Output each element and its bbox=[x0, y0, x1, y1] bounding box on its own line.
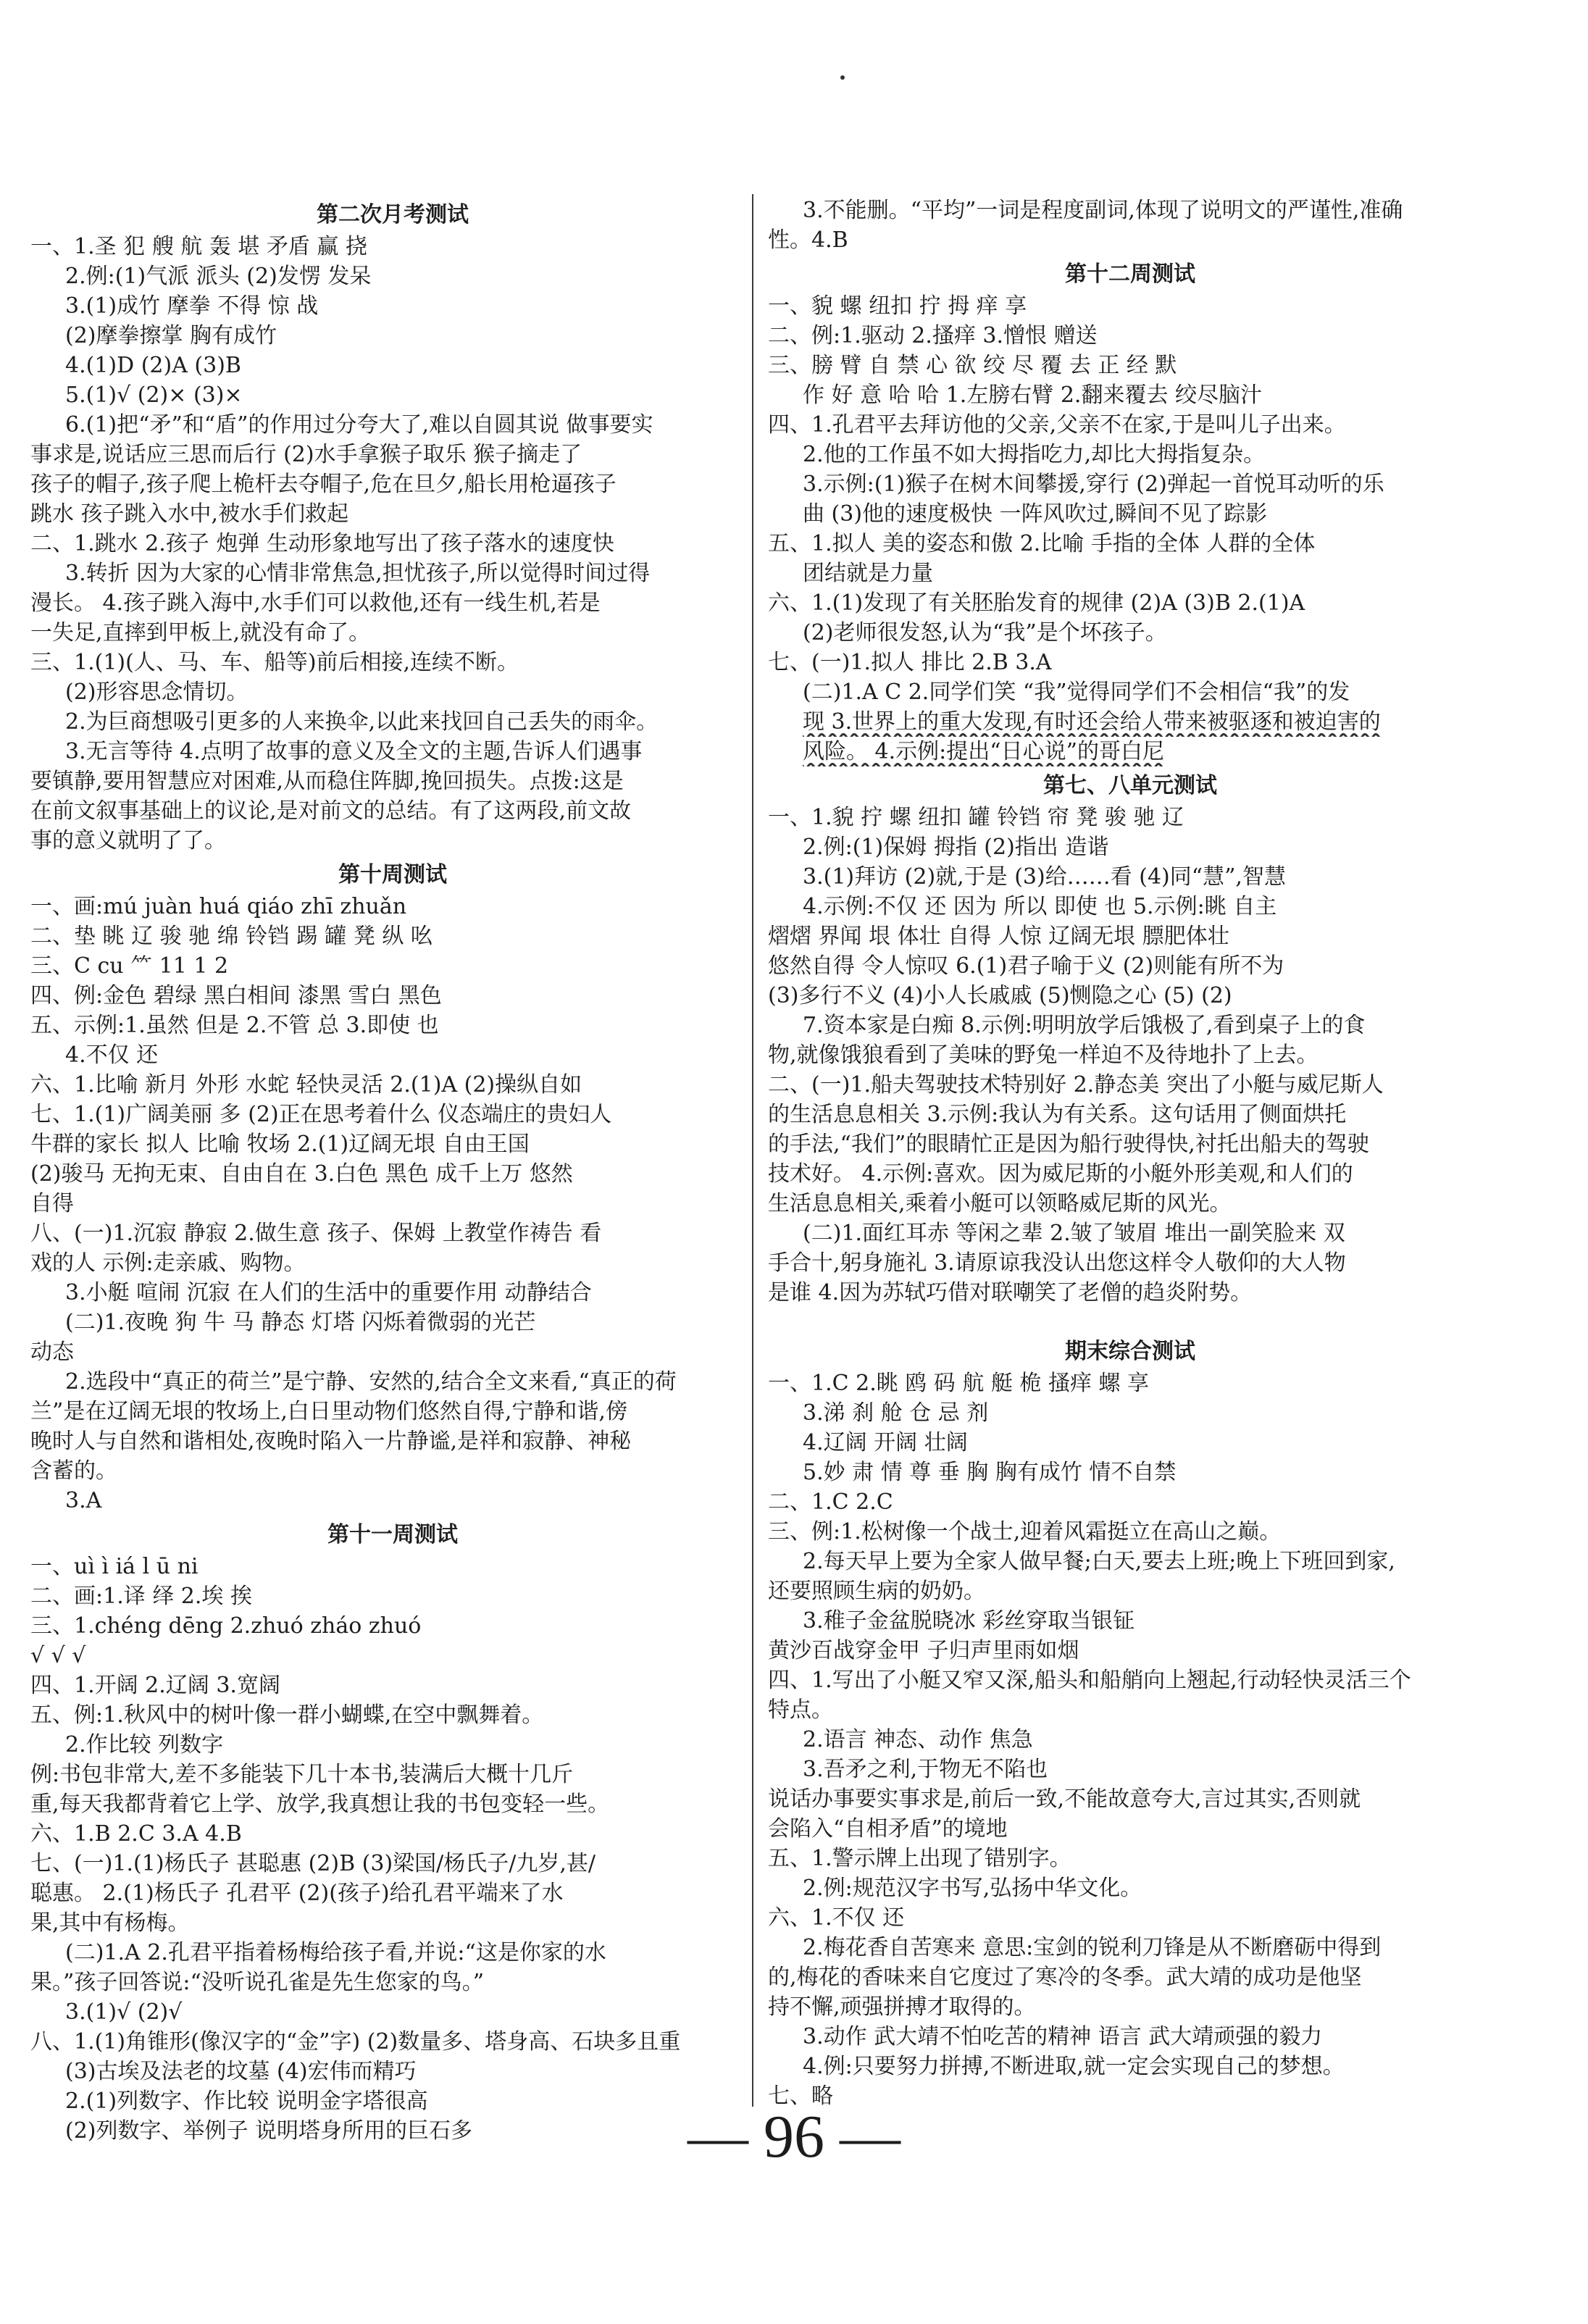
answer-line: 四、例:金色 碧绿 黑白相间 漆黑 雪白 黑色 bbox=[30, 983, 442, 1008]
answer-line: 3.示例:(1)猴子在树木间攀援,穿行 (2)弹起一首悦耳动听的乐 bbox=[803, 472, 1384, 497]
answer-line: 牛群的家长 拟人 比喻 牧场 2.(1)辽阔无垠 自由王国 bbox=[30, 1132, 530, 1157]
answer-line: (3)古埃及法老的坟墓 (4)宏伟而精巧 bbox=[65, 2059, 417, 2084]
answer-line: 六、1.比喻 新月 外形 水蛇 轻快灵活 2.(1)A (2)操纵自如 bbox=[30, 1072, 582, 1098]
answer-line: 二、1.C 2.C bbox=[768, 1489, 893, 1515]
answer-line: 的,梅花的香味来自它度过了寒冷的冬季。武大靖的成功是他坚 bbox=[768, 1965, 1362, 1990]
answer-line: 4.示例:不仅 还 因为 所以 即使 也 5.示例:眺 自主 bbox=[803, 894, 1277, 919]
answer-line: 四、1.开阔 2.辽阔 3.宽阔 bbox=[30, 1673, 280, 1698]
answer-line: 例:书包非常大,差不多能装下几十本书,装满后大概十几斤 bbox=[30, 1762, 574, 1787]
answer-line: 2.选段中“真正的荷兰”是宁静、安然的,结合全文来看,“真正的荷 bbox=[65, 1369, 677, 1395]
answer-line: 持不懈,顽强拼搏才取得的。 bbox=[768, 1994, 1036, 2020]
answer-line: (3)多行不义 (4)小人长戚戚 (5)恻隐之心 (5) (2) bbox=[768, 983, 1232, 1008]
answer-line: 3.(1)成竹 摩拳 不得 惊 战 bbox=[65, 293, 319, 319]
print-mark bbox=[840, 75, 845, 80]
answer-line: 手合十,躬身施礼 3.请原谅我没认出您这样令人敬仰的大人物 bbox=[768, 1250, 1346, 1276]
column-divider bbox=[752, 194, 753, 2107]
answer-line: (二)1.A C 2.同学们笑 “我”觉得同学们不会相信“我”的发 bbox=[803, 680, 1350, 705]
answer-line: 果,其中有杨梅。 bbox=[30, 1910, 190, 1936]
answer-line: 2.例:(1)保姆 拇指 (2)指出 造谐 bbox=[803, 835, 1109, 860]
answer-line: 物,就像饿狼看到了美味的野兔一样迫不及待地扑了上去。 bbox=[768, 1042, 1319, 1068]
answer-line: 4.辽阔 开阔 壮阔 bbox=[803, 1430, 968, 1455]
answer-line: 性。4.B bbox=[768, 227, 848, 253]
answer-line: 特点。 bbox=[768, 1697, 833, 1723]
answer-line: 三、C cu ⺮ 11 1 2 bbox=[30, 953, 229, 979]
answer-line: 一、uì ì iá l ū ni bbox=[30, 1554, 198, 1579]
answer-line: 一、画:mú juàn huá qiáo zhī zhuǎn bbox=[30, 894, 407, 919]
answer-line: 六、1.不仅 还 bbox=[768, 1905, 905, 1931]
answer-line: 重,每天我都背着它上学、放学,我真想让我的书包变轻一些。 bbox=[30, 1792, 610, 1817]
answer-line: 3.无言等待 4.点明了故事的意义及全文的主题,告诉人们遇事 bbox=[65, 739, 643, 764]
section-heading: 第二次月考测试 bbox=[317, 202, 469, 227]
answer-line: 4.(1)D (2)A (3)B bbox=[65, 353, 241, 378]
section-heading: 期末综合测试 bbox=[1065, 1339, 1195, 1364]
answer-line: 三、膀 臂 自 禁 心 欲 绞 尽 覆 去 正 经 默 bbox=[768, 353, 1177, 378]
answer-line: 事的意义就明了了。 bbox=[30, 828, 226, 853]
answer-line: 4.例:只要努力拼搏,不断进取,就一定会实现自己的梦想。 bbox=[803, 2054, 1345, 2079]
answer-line: (2)形容思念情切。 bbox=[65, 680, 248, 705]
answer-line: 七、1.(1)广阔美丽 多 (2)正在思考着什么 仪态端庄的贵妇人 bbox=[30, 1102, 612, 1127]
answer-line: 3.小艇 喧闹 沉寂 在人们的生活中的重要作用 动静结合 bbox=[65, 1280, 592, 1305]
answer-line: 说话办事要实事求是,前后一致,不能故意夸大,言过其实,否则就 bbox=[768, 1786, 1361, 1812]
answer-line: 2.(1)列数字、作比较 说明金字塔很高 bbox=[65, 2089, 428, 2114]
answer-line: 6.(1)把“矛”和“盾”的作用过分夸大了,难以自圆其说 做事要实 bbox=[65, 412, 653, 438]
answer-line: 孩子的帽子,孩子爬上桅杆去夺帽子,危在旦夕,船长用枪逼孩子 bbox=[30, 472, 617, 497]
answer-line: 2.例:规范汉字书写,弘扬中华文化。 bbox=[803, 1876, 1142, 1901]
answer-line: 团结就是力量 bbox=[803, 561, 933, 586]
answer-line: 聪惠。 2.(1)杨氏子 孔君平 (2)(孩子)给孔君平端来了水 bbox=[30, 1881, 564, 1906]
answer-line: 晚时人与自然和谐相处,夜晚时陷入一片静谧,是祥和寂静、神秘 bbox=[30, 1429, 632, 1454]
answer-line: 5.妙 肃 情 尊 垂 胸 胸有成竹 情不自禁 bbox=[803, 1460, 1177, 1485]
answer-line: 一失足,直摔到甲板上,就没有命了。 bbox=[30, 620, 371, 645]
answer-line: 会陷入“自相矛盾”的境地 bbox=[768, 1816, 1008, 1842]
answer-line: (2)老师很发怒,认为“我”是个坏孩子。 bbox=[803, 620, 1167, 645]
answer-line: (二)1.A 2.孔君平指着杨梅给孩子看,并说:“这是你家的水 bbox=[65, 1940, 606, 1965]
answer-line: 八、(一)1.沉寂 静寂 2.做生意 孩子、保姆 上教堂作祷告 看 bbox=[30, 1221, 602, 1246]
answer-line: 是谁 4.因为苏轼巧借对联嘲笑了老僧的趋炎附势。 bbox=[768, 1280, 1253, 1305]
answer-line: (二)1.夜晚 狗 牛 马 静态 灯塔 闪烁着微弱的光芒 bbox=[65, 1310, 536, 1335]
answer-line: 一、1.貌 拧 螺 纽扣 罐 铃铛 帘 凳 骏 驰 辽 bbox=[768, 805, 1184, 830]
answer-line: 五、示例:1.虽然 但是 2.不管 总 3.即使 也 bbox=[30, 1013, 439, 1038]
answer-line: 五、1.警示牌上出现了错别字。 bbox=[768, 1846, 1071, 1871]
answer-line: 的手法,“我们”的眼睛忙正是因为船行驶得快,衬托出船夫的驾驶 bbox=[768, 1132, 1369, 1157]
answer-line: 三、例:1.松树像一个战士,迎着风霜挺立在高山之巅。 bbox=[768, 1519, 1282, 1545]
section-heading: 第十一周测试 bbox=[327, 1522, 458, 1547]
answer-line: 曲 (3)他的速度极快 一阵风吹过,瞬间不见了踪影 bbox=[803, 501, 1268, 527]
answer-line: 现 3.世界上的重大发现,有时还会给人带来被驱逐和被迫害的 bbox=[803, 709, 1381, 735]
answer-line: 五、1.拟人 美的姿态和傲 2.比喻 手指的全体 人群的全体 bbox=[768, 531, 1316, 556]
answer-line: (二)1.面红耳赤 等闲之辈 2.皱了皱眉 堆出一副笑脸来 双 bbox=[803, 1221, 1345, 1246]
answer-line: 2.作比较 列数字 bbox=[65, 1732, 224, 1757]
answer-line: 一、1.C 2.眺 鸥 码 航 艇 桅 搔痒 螺 享 bbox=[768, 1371, 1150, 1396]
answer-line: 风险。 4.示例:提出“日心说”的哥白尼 bbox=[803, 739, 1164, 764]
section-heading: 第十周测试 bbox=[338, 862, 447, 887]
answer-line: 作 好 意 哈 哈 1.左膀右臂 2.翻来覆去 绞尽脑汁 bbox=[803, 383, 1262, 408]
answer-line: 2.为巨商想吸引更多的人来换伞,以此来找回自己丢失的雨伞。 bbox=[65, 709, 659, 735]
answer-line: 3.涕 刹 舱 仓 忌 剂 bbox=[803, 1400, 989, 1426]
answer-line: 三、1.chéng dēng 2.zhuó zháo zhuó bbox=[30, 1613, 422, 1639]
answer-line: 4.不仅 还 bbox=[65, 1042, 159, 1068]
answer-line: 跳水 孩子跳入水中,被水手们救起 bbox=[30, 501, 349, 527]
answer-line: (2)摩拳擦掌 胸有成竹 bbox=[65, 323, 277, 348]
answer-line: 二、(一)1.船夫驾驶技术特别好 2.静态美 突出了小艇与威尼斯人 bbox=[768, 1072, 1384, 1098]
answer-line: 3.A bbox=[65, 1488, 102, 1513]
answer-line: 的生活息息相关 3.示例:我认为有关系。这句话用了侧面烘托 bbox=[768, 1102, 1347, 1127]
answer-line: 兰”是在辽阔无垠的牧场上,白日里动物们悠然自得,宁静和谐,傍 bbox=[30, 1399, 627, 1424]
answer-line: 2.语言 神态、动作 焦急 bbox=[803, 1727, 1033, 1752]
answer-line: 在前文叙事基础上的议论,是对前文的总结。有了这两段,前文故 bbox=[30, 798, 632, 824]
answer-line: 自得 bbox=[30, 1191, 74, 1216]
answer-line: 3.吾矛之利,于物无不陷也 bbox=[803, 1757, 1048, 1782]
answer-line: 生活息息相关,乘着小艇可以领略威尼斯的风光。 bbox=[768, 1191, 1232, 1216]
answer-line: 二、例:1.驱动 2.搔痒 3.憎恨 赠送 bbox=[768, 323, 1098, 348]
answer-line: 黄沙百战穿金甲 子归声里雨如烟 bbox=[768, 1638, 1079, 1663]
answer-line: 二、1.跳水 2.孩子 炮弹 生动形象地写出了孩子落水的速度快 bbox=[30, 531, 614, 556]
answer-line: 3.不能删。“平均”一词是程度副词,体现了说明文的严谨性,准确 bbox=[803, 198, 1403, 223]
answer-line: 还要照顾生病的奶奶。 bbox=[768, 1579, 985, 1604]
spacer bbox=[768, 1308, 1492, 1332]
answer-line: 五、例:1.秋风中的树叶像一群小蝴蝶,在空中飘舞着。 bbox=[30, 1702, 544, 1728]
right-column bbox=[768, 196, 1492, 2111]
answer-line: 三、1.(1)(人、马、车、船等)前后相接,连续不断。 bbox=[30, 650, 519, 675]
answer-line: 2.每天早上要为全家人做早餐;白天,要去上班;晚上下班回到家, bbox=[803, 1549, 1395, 1574]
answer-line: 果。”孩子回答说:“没听说孔雀是先生您家的鸟。” bbox=[30, 1970, 485, 1995]
answer-line: 七、略 bbox=[768, 2083, 833, 2109]
answer-line: 要镇静,要用智慧应对困难,从而稳住阵脚,挽回损失。点拨:这是 bbox=[30, 769, 624, 794]
answer-line: 七、(一)1.(1)杨氏子 甚聪惠 (2)B (3)梁国/杨氏子/九岁,甚/ bbox=[30, 1851, 596, 1876]
answer-line: 2.梅花香自苦寒来 意思:宝剑的锐利刀锋是从不断磨砺中得到 bbox=[803, 1935, 1382, 1960]
answer-line: 3.动作 武大靖不怕吃苦的精神 语言 武大靖顽强的毅力 bbox=[803, 2024, 1323, 2049]
answer-line: 二、垫 眺 辽 骏 驰 绵 铃铛 踢 罐 凳 纵 吆 bbox=[30, 924, 432, 949]
answer-line: 六、1.(1)发现了有关胚胎发育的规律 (2)A (3)B 2.(1)A bbox=[768, 590, 1305, 616]
answer-line: 事求是,说话应三思而后行 (2)水手拿猴子取乐 猴子摘走了 bbox=[30, 442, 582, 467]
answer-line: 3.(1)√ (2)√ bbox=[65, 1999, 183, 2025]
answer-line: 5.(1)√ (2)× (3)× bbox=[65, 383, 243, 408]
answer-line: 动态 bbox=[30, 1339, 74, 1365]
section-heading: 第七、八单元测试 bbox=[1043, 773, 1217, 798]
answer-line: 技术好。 4.示例:喜欢。因为威尼斯的小艇外形美观,和人们的 bbox=[768, 1161, 1353, 1187]
answer-line: 7.资本家是白痴 8.示例:明明放学后饿极了,看到桌子上的食 bbox=[803, 1013, 1366, 1038]
answer-line: 3.稚子金盆脱晓冰 彩丝穿取当银钲 bbox=[803, 1608, 1135, 1634]
answer-line: 2.他的工作虽不如大拇指吃力,却比大拇指复杂。 bbox=[803, 442, 1266, 467]
answer-line: 一、1.圣 犯 艘 航 轰 堪 矛盾 赢 挠 bbox=[30, 234, 367, 259]
answer-line: (2)列数字、举例子 说明塔身所用的巨石多 bbox=[65, 2118, 473, 2144]
answer-line: 含蓄的。 bbox=[30, 1458, 117, 1484]
page-number: — 96 — bbox=[688, 2103, 900, 2170]
answer-line: 四、1.写出了小艇又窄又深,船头和船艄向上翘起,行动轻快灵活三个 bbox=[768, 1668, 1411, 1693]
answer-line: √ √ √ bbox=[30, 1643, 86, 1668]
section-heading: 第十二周测试 bbox=[1065, 262, 1195, 287]
answer-line: (2)骏马 无拘无束、自由自在 3.白色 黑色 成千上万 悠然 bbox=[30, 1161, 573, 1187]
answer-line: 熠熠 界闻 垠 体壮 自得 人惊 辽阔无垠 膘肥体壮 bbox=[768, 924, 1229, 949]
answer-line: 漫长。 4.孩子跳入海中,水手们可以救他,还有一线生机,若是 bbox=[30, 590, 601, 616]
left-column bbox=[30, 196, 755, 2146]
answer-line: 悠然自得 令人惊叹 6.(1)君子喻于义 (2)则能有所不为 bbox=[768, 953, 1284, 979]
answer-line: 八、1.(1)角锥形(像汉字的“金”字) (2)数量多、塔身高、石块多且重 bbox=[30, 2029, 681, 2055]
answer-line: 二、画:1.译 绎 2.埃 挨 bbox=[30, 1584, 252, 1609]
answer-line: 3.转折 因为大家的心情非常焦急,担忧孩子,所以觉得时间过得 bbox=[65, 561, 651, 586]
answer-line: 一、貌 螺 纽扣 拧 拇 痒 享 bbox=[768, 293, 1027, 319]
answer-line: 3.(1)拜访 (2)就,于是 (3)给……看 (4)同“慧”,智慧 bbox=[803, 864, 1286, 890]
answer-line: 2.例:(1)气派 派头 (2)发愣 发呆 bbox=[65, 264, 372, 289]
answer-line: 四、1.孔君平去拜访他的父亲,父亲不在家,于是叫儿子出来。 bbox=[768, 412, 1346, 438]
answer-line: 戏的人 示例:走亲戚、购物。 bbox=[30, 1250, 306, 1276]
answer-line: 六、1.B 2.C 3.A 4.B bbox=[30, 1821, 242, 1847]
answer-line: 七、(一)1.拟人 排比 2.B 3.A bbox=[768, 650, 1052, 675]
